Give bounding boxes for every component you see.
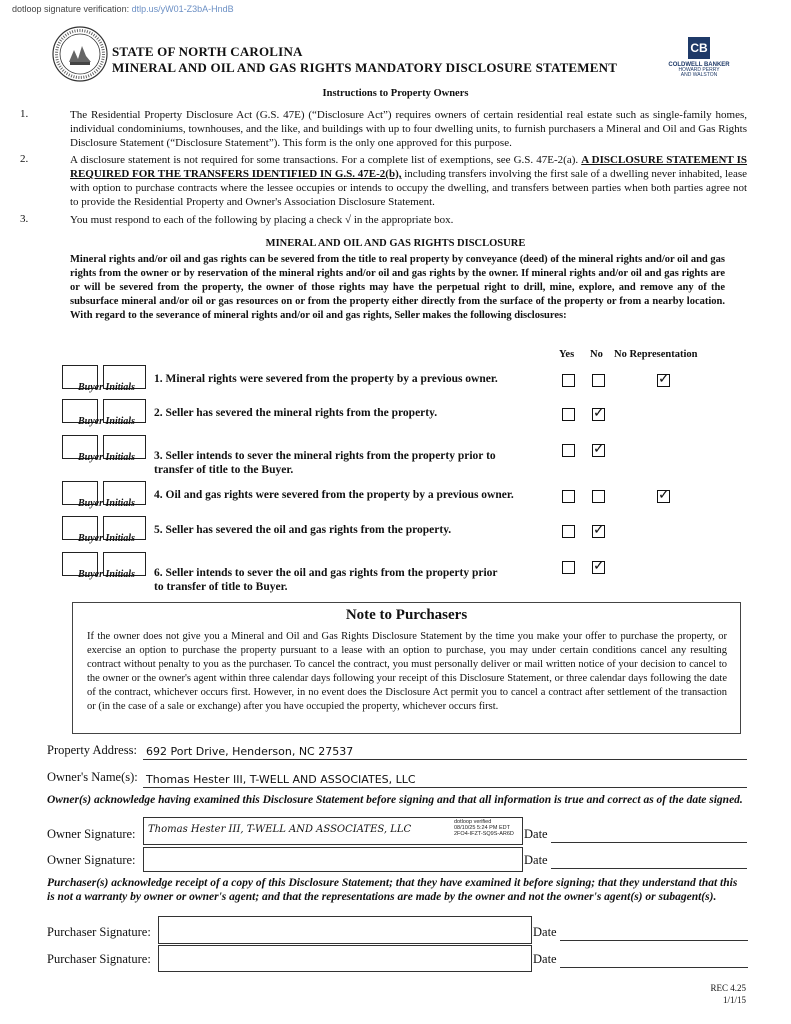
checkbox-no[interactable] — [592, 374, 605, 387]
form-revision: REC 4.25 — [710, 983, 746, 993]
disclosure-question — [154, 449, 554, 477]
disclosure-question — [154, 488, 554, 502]
check-mark-icon: ✓ — [593, 559, 605, 574]
cb-logo-sub2: AND WALSTON — [680, 72, 718, 78]
check-mark-icon: ✓ — [658, 372, 670, 387]
question-line1: 3. Seller intends to sever the mineral rights from the property prior to — [154, 450, 496, 462]
instruction-2-text-b: including transfers involving the first sale of a dwelling never inhabited, lease with option to purchase contracts where the lessee occupies or intends to occupy the dwelling, and transfers between parties when both parties agree not to provide the Residential Property and Owner's Association Disclosure Statement. — [70, 168, 747, 208]
disclosure-question — [154, 523, 554, 537]
checkbox-no[interactable] — [592, 444, 605, 457]
instruction-number: 2. — [20, 153, 29, 165]
buyer-initials-label: Buyer Initials — [78, 452, 135, 463]
owner-signature-field-2[interactable] — [143, 847, 523, 872]
check-mark-icon: ✓ — [593, 523, 605, 538]
note-to-purchasers — [72, 602, 741, 734]
check-mark-icon: ✓ — [593, 406, 605, 421]
owner-signature-label: Owner Signature: — [47, 853, 136, 867]
instruction-2-required: A DISCLOSURE STATEMENT IS REQUIRED FOR THE TRANSFERS IDENTIFIED IN G.S. 47E-2(b), — [70, 154, 748, 180]
purchaser-signature-label-2: Purchaser Signature: — [47, 952, 151, 966]
checkbox-yes[interactable] — [562, 525, 575, 538]
owners-name-line — [143, 787, 747, 788]
checkbox-yes[interactable] — [562, 374, 575, 387]
column-yes: Yes — [559, 349, 575, 360]
owner-signature-label: Owner Signature: — [47, 827, 136, 841]
purchaser-signature-label: Purchaser Signature: — [47, 925, 151, 939]
buyer-initials-label: Buyer Initials — [78, 533, 135, 544]
column-no: No — [590, 349, 603, 360]
buyer-initials-label: Buyer Initials — [78, 416, 135, 427]
disclosure-question — [154, 566, 554, 594]
owner-signature-field[interactable] — [143, 817, 523, 845]
purchaser-date-line[interactable] — [560, 940, 748, 941]
checkbox-norep[interactable] — [657, 490, 670, 503]
verification-prefix: dotloop signature verification: — [12, 4, 130, 14]
coldwell-banker-logo — [664, 37, 734, 78]
dotloop-verification — [12, 4, 234, 14]
cb-logo-sub1: HOWARD PERRY — [678, 67, 720, 73]
note-body: If the owner does not give you a Mineral and Oil and Gas Rights Disclosure Statement by the time you make your offer to purchase the property, or exercise an option to purchase the property pursuant to a lease with an option to purchase, you may under certain conditions cancel any resulting contract without penalty to you as the purchaser. To cancel the contract, you must personally deliver or mail written notice of your decision to cancel to the owner or the owner's agent within three calendar days following your receipt of this Disclosure Statement, or three calendar days following the date of the contract, whichever occurs first. However, in no event does the Disclosure Act permit you to cancel a contract after settlement of the transaction or (in the case of a sale or exchange) after you have occupied the property, whichever occurs first. — [87, 631, 727, 712]
header-state: STATE OF NORTH CAROLINA — [112, 44, 303, 59]
instruction-3: You must respond to each of the following by placing a check √ in the appropriate box. — [70, 214, 454, 226]
form-revision-date: 1/1/15 — [722, 995, 746, 1005]
checkbox-yes[interactable] — [562, 561, 575, 574]
owner-acknowledgement: Owner(s) acknowledge having examined this Disclosure Statement before signing and that all information is true and correct as of the date signed. — [47, 794, 743, 806]
purchaser-signature-field-2[interactable] — [158, 945, 532, 972]
question-line1: 6. Seller intends to sever the oil and gas rights from the property prior — [154, 567, 498, 579]
checkbox-no[interactable] — [592, 525, 605, 538]
checkbox-no[interactable] — [592, 490, 605, 503]
checkbox-no[interactable] — [592, 408, 605, 421]
owner-date-label: Date — [524, 827, 548, 841]
property-address-line — [143, 759, 747, 760]
dotloop-stamp — [454, 819, 514, 837]
buyer-initials-label: Buyer Initials — [78, 569, 135, 580]
purchaser-date-label: Date — [533, 925, 557, 939]
buyer-initials-label: Buyer Initials — [78, 382, 135, 393]
owner-date-line-2[interactable] — [551, 868, 747, 869]
question-line1: 4. Oil and gas rights were severed from the property by a previous owner. — [154, 489, 514, 501]
property-address-label: Property Address: — [47, 743, 137, 757]
check-mark-icon: ✓ — [658, 488, 670, 503]
owner-signature-value: Thomas Hester III, T-WELL AND ASSOCIATES, LLC — [148, 824, 412, 835]
header-form-title: MINERAL AND OIL AND GAS RIGHTS MANDATORY DISCLOSURE STATEMENT — [112, 60, 618, 75]
check-mark-icon: ✓ — [593, 442, 605, 457]
property-address-value[interactable]: 692 Port Drive, Henderson, NC 27537 — [146, 745, 354, 758]
instruction-1: The Residential Property Disclosure Act (G.S. 47E) (“Disclosure Act”) requires owners of certain residential real estate such as single-family homes, individual condominiums, townhouses, and the like, and buildings with up to four dwelling units, to furnish purchasers a Mineral and Oil and Gas Rights Disclosure Statement (“Disclosure Statement”). This form is the only one approved for this purpose. — [70, 109, 747, 149]
cb-logo-brand: COLDWELL BANKER — [668, 62, 730, 68]
question-line1: 5. Seller has severed the oil and gas rights from the property. — [154, 524, 452, 536]
checkbox-yes[interactable] — [562, 408, 575, 421]
purchaser-date-line-2[interactable] — [560, 967, 748, 968]
question-line2: to transfer of title to Buyer. — [154, 581, 288, 593]
disclosure-question — [154, 372, 554, 386]
dotloop-line3: 2FO4-IFZT-SQ9S-AR6D — [454, 831, 514, 837]
purchaser-signature-field[interactable] — [158, 916, 532, 944]
question-line2: transfer of title to the Buyer. — [154, 464, 294, 476]
owner-date-line[interactable] — [551, 842, 747, 843]
checkbox-yes[interactable] — [562, 490, 575, 503]
owners-name-value[interactable]: Thomas Hester III, T-WELL AND ASSOCIATES, LLC — [146, 773, 416, 786]
owners-name-label: Owner's Name(s): — [47, 770, 138, 784]
checkbox-no[interactable] — [592, 561, 605, 574]
disclosure-question — [154, 406, 554, 420]
instruction-2-text-a: A disclosure statement is not required for some transactions. For a complete list of exemptions, see G.S. 47E-2(a). — [70, 154, 579, 166]
purchaser-date-label-2: Date — [533, 952, 557, 966]
disclosure-intro: Mineral rights and/or oil and gas rights can be severed from the title to real property by conveyance (deed) of the mineral rights and/or oil and gas rights from the owner or by reservation of the mineral rights and/or oil and gas rights by the owner. If mineral rights and/or oil and gas rights are or will be severed from the property, the owner of those rights may have the perpetual right to drill, mine, explore, and remove any of the subsurface mineral and/or oil or gas resources on or from the property either directly from the surface of the property or from a nearby location. With regard to the severance of mineral rights and/or oil and gas rights, Seller makes the following disclosures: — [70, 254, 725, 321]
instructions-title: Instructions to Property Owners — [322, 88, 469, 99]
note-title: Note to Purchasers — [345, 607, 468, 623]
nc-state-seal-icon — [52, 26, 108, 82]
owner-date-label-2: Date — [524, 853, 548, 867]
dotloop-line1: dotloop verified — [454, 819, 492, 825]
buyer-initials-label: Buyer Initials — [78, 498, 135, 509]
dotloop-line2: 08/10/25 5:24 PM EDT — [454, 825, 510, 831]
instruction-number: 1. — [20, 108, 29, 120]
instruction-2 — [70, 153, 747, 209]
question-line1: 2. Seller has severed the mineral rights from the property. — [154, 407, 438, 419]
instruction-number: 3. — [20, 213, 29, 225]
question-line1: 1. Mineral rights were severed from the property by a previous owner. — [154, 373, 498, 385]
column-no-representation: No Representation — [614, 349, 698, 360]
cb-logo-mark: CB — [688, 37, 710, 59]
disclosure-title: MINERAL AND OIL AND GAS RIGHTS DISCLOSURE — [265, 238, 526, 249]
checkbox-yes[interactable] — [562, 444, 575, 457]
checkbox-norep[interactable] — [657, 374, 670, 387]
purchaser-acknowledgement: Purchaser(s) acknowledge receipt of a copy of this Disclosure Statement; that they have examined it before signing; that they understand that this is not a warranty by owner or owner's agent; and that the representations are made by the owner and not the owner's agent(s) or subagent(s). — [47, 877, 738, 903]
verification-link[interactable]: dtlp.us/yW01-Z3bA-HndB — [131, 4, 234, 14]
